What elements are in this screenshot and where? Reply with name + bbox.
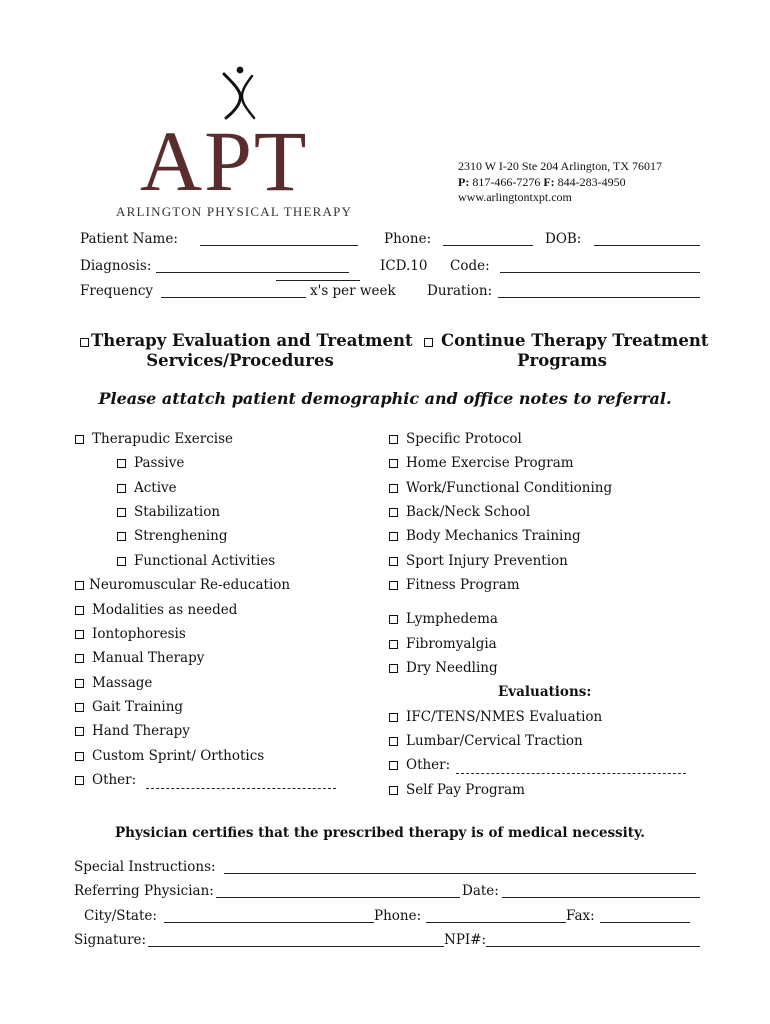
clinic-website: www.arlingtontxpt.com xyxy=(458,190,572,204)
fax-prefix: F: xyxy=(543,175,555,189)
option-label: Active xyxy=(134,480,177,496)
icd-label: ICD.10 xyxy=(380,258,428,274)
checkbox[interactable] xyxy=(389,640,398,649)
logo-subtitle: ARLINGTON PHYSICAL THERAPY xyxy=(116,204,353,219)
checkbox[interactable] xyxy=(75,606,84,615)
option-label: Functional Activities xyxy=(134,553,276,569)
checkbox[interactable] xyxy=(117,484,126,493)
option-label: Manual Therapy xyxy=(92,650,205,666)
other-left-field[interactable] xyxy=(146,776,336,789)
npi-label: NPI#: xyxy=(444,932,487,948)
checkbox[interactable] xyxy=(75,752,84,761)
footer-phone-field[interactable] xyxy=(426,910,566,923)
option-label: Body Mechanics Training xyxy=(406,528,581,544)
option-label: Lymphedema xyxy=(406,611,498,627)
option-label: Self Pay Program xyxy=(406,782,525,798)
clinic-address: 2310 W I-20 Ste 204 Arlington, TX 76017 xyxy=(458,159,662,173)
option-label: Gait Training xyxy=(92,699,184,715)
option-other-left[interactable] xyxy=(75,774,136,788)
checkbox[interactable] xyxy=(75,654,84,663)
option-label: Hand Therapy xyxy=(92,723,190,739)
checkbox[interactable] xyxy=(75,776,84,785)
option-manual-therapy[interactable] xyxy=(75,652,204,666)
npi-field[interactable] xyxy=(486,934,700,947)
option-massage[interactable] xyxy=(75,677,152,691)
option-stabilization[interactable] xyxy=(117,506,220,520)
therapy-evaluation-option[interactable] xyxy=(80,331,413,371)
option-traction[interactable] xyxy=(389,735,583,749)
checkbox[interactable] xyxy=(389,557,398,566)
option-dry-needling[interactable] xyxy=(389,662,498,676)
diagnosis-second-line[interactable] xyxy=(276,268,360,281)
checkbox[interactable] xyxy=(389,581,398,590)
option-strengthening[interactable] xyxy=(117,530,228,544)
clinic-contact xyxy=(458,174,626,190)
city-state-label: City/State: xyxy=(84,908,157,924)
clinic-phone: 817-466-7276 xyxy=(472,175,541,189)
option-modalities[interactable] xyxy=(75,604,237,618)
city-state-field[interactable] xyxy=(164,910,374,923)
phone-label: Phone: xyxy=(384,231,432,247)
checkbox[interactable] xyxy=(389,664,398,673)
checkbox[interactable] xyxy=(75,703,84,712)
logo-figure-icon xyxy=(218,64,258,120)
frequency-field[interactable] xyxy=(161,285,306,298)
checkbox[interactable] xyxy=(389,761,398,770)
dob-field[interactable] xyxy=(594,233,700,246)
duration-label: Duration: xyxy=(427,283,493,299)
option-label: Dry Needling xyxy=(406,660,498,676)
frequency-label: Frequency xyxy=(80,283,154,299)
dob-label: DOB: xyxy=(545,231,582,247)
option-label: Therapudic Exercise xyxy=(92,431,234,447)
clinic-fax: 844-283-4950 xyxy=(557,175,626,189)
option-fitness-program[interactable] xyxy=(389,579,520,593)
option-label: Stabilization xyxy=(134,504,221,520)
option-functional-activities[interactable] xyxy=(117,555,275,569)
certification-statement: Physician certifies that the prescribed therapy is of medical necessity. xyxy=(114,825,646,841)
option-label: Other: xyxy=(92,772,137,788)
option-label: IFC/TENS/NMES Evaluation xyxy=(406,709,603,725)
diagnosis-label: Diagnosis: xyxy=(80,258,152,274)
special-instructions-label: Special Instructions: xyxy=(74,859,216,875)
continue-therapy-line2: Programs xyxy=(517,351,607,370)
option-neuromuscular[interactable] xyxy=(75,579,290,593)
checkbox[interactable] xyxy=(389,532,398,541)
signature-label: Signature: xyxy=(74,932,147,948)
checkbox[interactable] xyxy=(75,435,84,444)
referral-note: Please attatch patient demographic and office notes to referral. xyxy=(98,389,672,408)
fax-label: Fax: xyxy=(566,908,595,924)
fax-field[interactable] xyxy=(600,910,690,923)
special-instructions-field[interactable] xyxy=(224,861,696,874)
option-label: Work/Functional Conditioning xyxy=(406,480,613,496)
option-label: Iontophoresis xyxy=(92,626,186,642)
option-custom-orthotics[interactable] xyxy=(75,750,264,764)
option-specific-protocol[interactable] xyxy=(389,433,522,447)
per-week-label: x's per week xyxy=(310,283,396,299)
continue-therapy-line1: Continue Therapy Treatment xyxy=(441,331,709,350)
patient-name-field[interactable] xyxy=(200,233,358,246)
checkbox[interactable] xyxy=(389,459,398,468)
checkbox[interactable] xyxy=(389,484,398,493)
option-lymphedema[interactable] xyxy=(389,613,498,627)
therapy-evaluation-checkbox[interactable] xyxy=(80,338,89,347)
checkbox[interactable] xyxy=(389,615,398,624)
date-field[interactable] xyxy=(502,885,700,898)
option-label: Lumbar/Cervical Traction xyxy=(406,733,583,749)
checkbox[interactable] xyxy=(117,459,126,468)
option-label: Other: xyxy=(406,757,451,773)
option-fibromyalgia[interactable] xyxy=(389,638,497,652)
checkbox[interactable] xyxy=(389,435,398,444)
checkbox[interactable] xyxy=(389,786,398,795)
phone-field[interactable] xyxy=(443,233,533,246)
checkbox[interactable] xyxy=(75,679,84,688)
option-gait-training[interactable] xyxy=(75,701,183,715)
option-other-right[interactable] xyxy=(389,759,450,773)
duration-field[interactable] xyxy=(498,285,700,298)
option-passive[interactable] xyxy=(117,457,184,471)
checkbox[interactable] xyxy=(389,713,398,722)
option-label: Back/Neck School xyxy=(406,504,531,520)
option-label: Sport Injury Prevention xyxy=(406,553,568,569)
option-label: Modalities as needed xyxy=(92,602,238,618)
evaluations-heading: Evaluations: xyxy=(498,684,592,700)
option-label: Home Exercise Program xyxy=(406,455,574,471)
therapy-evaluation-line1: Therapy Evaluation and Treatment xyxy=(91,331,413,350)
option-iontophoresis[interactable] xyxy=(75,628,186,642)
patient-name-label: Patient Name: xyxy=(80,231,178,247)
option-therapeutic-exercise[interactable] xyxy=(75,433,233,447)
option-label: Neuromuscular Re-education xyxy=(89,577,291,593)
code-label: Code: xyxy=(450,258,490,274)
logo-text: APT xyxy=(140,113,309,209)
option-home-exercise[interactable] xyxy=(389,457,574,471)
checkbox[interactable] xyxy=(75,727,84,736)
option-label: Strenghening xyxy=(134,528,228,544)
other-right-field[interactable] xyxy=(456,761,686,774)
date-label: Date: xyxy=(462,883,499,899)
option-ifc-tens-nmes[interactable] xyxy=(389,711,602,725)
option-label: Fitness Program xyxy=(406,577,520,593)
footer-phone-label: Phone: xyxy=(374,908,422,924)
checkbox[interactable] xyxy=(75,581,84,590)
option-label: Passive xyxy=(134,455,185,471)
checkbox[interactable] xyxy=(75,630,84,639)
checkbox[interactable] xyxy=(389,737,398,746)
option-back-neck-school[interactable] xyxy=(389,506,530,520)
continue-therapy-option[interactable] xyxy=(424,331,709,371)
option-active[interactable] xyxy=(117,482,177,496)
checkbox[interactable] xyxy=(389,508,398,517)
referring-physician-label: Referring Physician: xyxy=(74,883,214,899)
continue-therapy-checkbox[interactable] xyxy=(424,338,433,347)
option-work-conditioning[interactable] xyxy=(389,482,612,496)
option-label: Massage xyxy=(92,675,153,691)
option-label: Fibromyalgia xyxy=(406,636,497,652)
checkbox[interactable] xyxy=(117,532,126,541)
option-label: Specific Protocol xyxy=(406,431,522,447)
option-label: Custom Sprint/ Orthotics xyxy=(92,748,265,764)
signature-field[interactable] xyxy=(148,934,444,947)
phone-prefix: P: xyxy=(458,175,470,189)
option-body-mechanics[interactable] xyxy=(389,530,581,544)
therapy-evaluation-line2: Services/Procedures xyxy=(146,351,334,370)
option-sport-injury[interactable] xyxy=(389,555,568,569)
option-self-pay[interactable] xyxy=(389,784,525,798)
option-hand-therapy[interactable] xyxy=(75,725,190,739)
checkbox[interactable] xyxy=(117,557,126,566)
referring-physician-field[interactable] xyxy=(216,885,460,898)
code-field[interactable] xyxy=(500,260,700,273)
checkbox[interactable] xyxy=(117,508,126,517)
